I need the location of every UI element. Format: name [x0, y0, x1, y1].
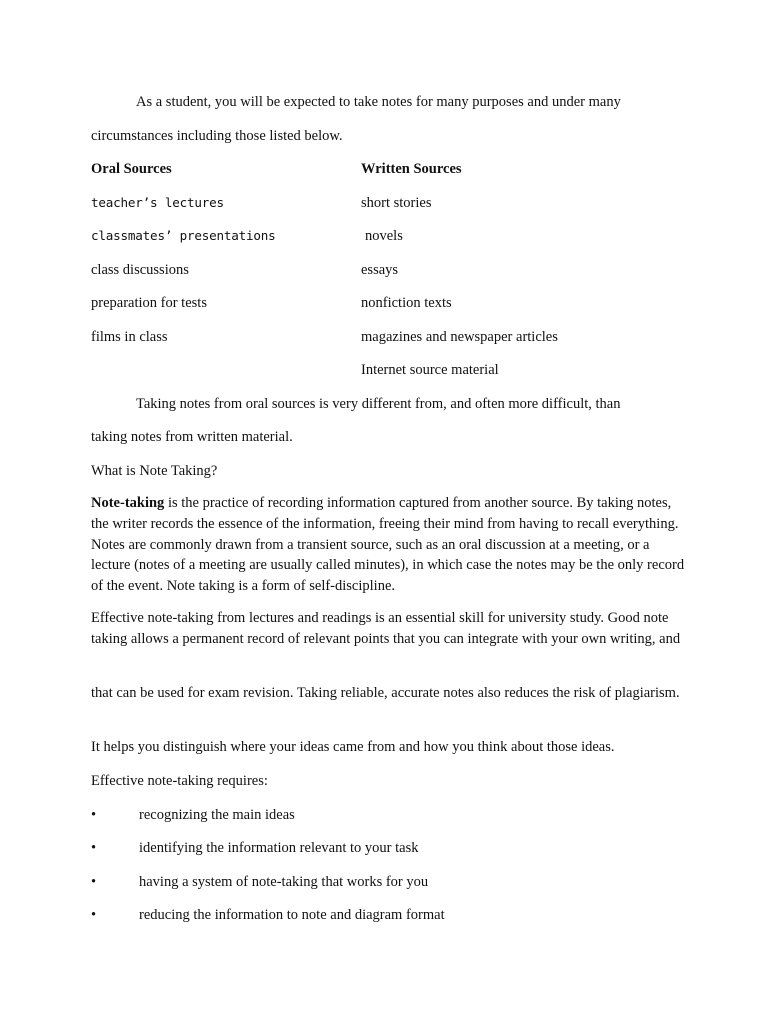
definition-text: is the practice of recording information captured from another source. By taking notes, the writer records the essence of the information, freeing their mind from having to recall everything. Notes are commonly drawn from a transient source, such as an oral discussion at a meeting, or a lecture (notes of a meeting are usually called minutes), in which case the notes may be the only record of the event. Note taking is a form of self-discipline.	[91, 495, 685, 595]
list-item	[91, 906, 691, 924]
written-source-item: magazines and newspaper articles	[361, 329, 558, 345]
comparison-line-1: Taking notes from oral sources is very different from, and often more difficult, than	[136, 396, 621, 412]
written-source-item: novels	[365, 228, 403, 244]
bullet-icon: •	[91, 907, 97, 923]
definition-paragraph	[91, 493, 691, 597]
requires-heading: Effective note-taking requires:	[91, 773, 268, 789]
list-item-text: reducing the information to note and diagram format	[139, 907, 445, 923]
intro-line-1: As a student, you will be expected to take notes for many purposes and under many	[136, 94, 621, 110]
oral-source-item: classmates’ presentations	[91, 228, 276, 243]
bullet-icon: •	[91, 840, 97, 856]
effective-paragraph-3: It helps you distinguish where your ideas came from and how you think about those ideas.	[91, 739, 615, 755]
intro-line-2: circumstances including those listed below.	[91, 128, 343, 144]
written-source-item: nonfiction texts	[361, 295, 452, 311]
list-item	[91, 839, 691, 857]
oral-source-item: preparation for tests	[91, 295, 207, 311]
list-item	[91, 873, 691, 891]
list-item	[91, 806, 691, 824]
section-question: What is Note Taking?	[91, 463, 218, 479]
written-source-item: Internet source material	[361, 362, 499, 378]
list-item-text: recognizing the main ideas	[139, 807, 295, 823]
oral-source-item: teacher’s lectures	[91, 195, 224, 210]
list-item-text: identifying the information relevant to your task	[139, 840, 419, 856]
list-item-text: having a system of note-taking that works for you	[139, 874, 429, 890]
oral-source-item: class discussions	[91, 262, 189, 278]
effective-paragraph-2: that can be used for exam revision. Taking reliable, accurate notes also reduces the risk of plagiarism.	[91, 685, 680, 701]
bullet-icon: •	[91, 874, 97, 890]
effective-paragraph-1: Effective note-taking from lectures and readings is an essential skill for university study. Good note taking allows a permanent record of relevant points that you can integrate with your own writing, and	[91, 610, 681, 647]
written-sources-heading: Written Sources	[361, 161, 462, 177]
bullet-icon: •	[91, 807, 97, 823]
oral-sources-heading: Oral Sources	[91, 161, 172, 177]
written-source-item: short stories	[361, 195, 432, 211]
written-source-item: essays	[361, 262, 399, 278]
comparison-line-2: taking notes from written material.	[91, 429, 293, 445]
definition-term: Note-taking	[91, 495, 165, 511]
oral-source-item: films in class	[91, 329, 168, 345]
